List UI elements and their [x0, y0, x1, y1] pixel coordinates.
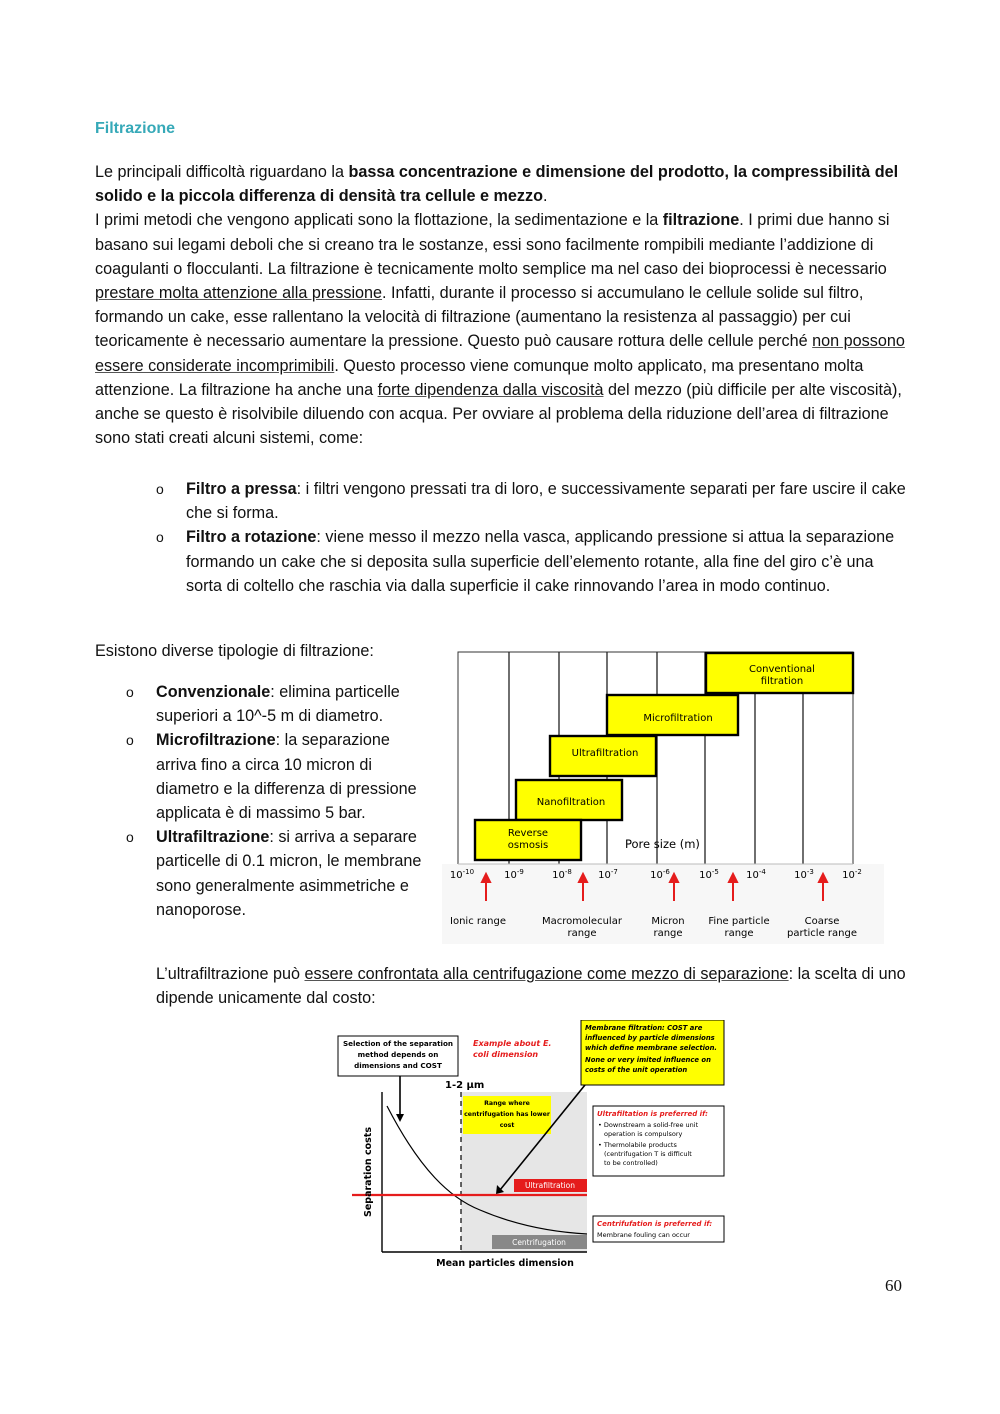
bullet-marker: o [126, 684, 134, 700]
conventional-filtration-label-2: filtration [760, 676, 804, 687]
range-label: Coarse [804, 916, 840, 927]
svg-text:Membrane filtration: COST are: Membrane filtration: COST are [585, 1024, 703, 1032]
list-item: o Ultrafiltrazione: si arriva a separare particelle di 0.1 micron, le membrane sono generalmente asimmetriche e nanoporose. [95, 825, 425, 922]
svg-text:dimensions and COST: dimensions and COST [354, 1061, 442, 1070]
filter-systems-list [0, 477, 906, 598]
ultrafiltration-label: Ultrafiltration [571, 748, 639, 759]
range-label: range [653, 928, 683, 939]
x-axis-label: Mean particles dimension [436, 1258, 574, 1269]
svg-text:Ultrafiltation is preferred if: Ultrafiltation is preferred if: [597, 1110, 708, 1118]
list-item: o Filtro a rotazione: viene messo il mezzo nella vasca, applicando pressione si attua la separazione formando un cake che si deposita sulla superficie dell’elemento rotante, alla fine del giro c’è una sorta di coltello che raschia via dalla superficie il cake rinnovando l’area in modo continuo. [95, 525, 906, 598]
types-intro: Esistono diverse tipologie di filtrazione: [95, 642, 374, 660]
list-item: o Convenzionale: elimina particelle superiori a 10^-5 m di diametro. [95, 680, 425, 728]
bullet-marker: o [156, 529, 164, 546]
svg-text:None or very imited influence: None or very imited influence on [585, 1056, 711, 1064]
svg-text:Selection of the separation: Selection of the separation [342, 1039, 454, 1048]
y-axis-label: Separation costs [363, 1127, 374, 1217]
page-number: 60 [885, 1276, 902, 1295]
centrifugation-preferred-title: Centrifufation is preferred if: [597, 1220, 713, 1228]
svg-text:(centrifugation T is difficult: (centrifugation T is difficult [604, 1150, 692, 1158]
intro-paragraph: Le principali difficoltà riguardano la bassa concentrazione e dimensione del prodotto, la compressibilità del solido e la piccola differenza di densità tra cellule e mezzo. I primi metodi che vengono applicati sono la flottazione, la sedimentazione e la filtrazione. I primi due hanno si basano sui legami deboli che si creano tra le sostanze, essi sono facilmente rompibili mediante l’addizione di coagulanti o flocculanti. La filtrazione è tecnicamente molto semplice ma nel caso dei bioprocessi è necessario prestare molta attenzione alla pressione. Infatti, durante il processo si accumulano le cellule solide sul filtro, formando un cake, esse rallentano la velocità di filtrazione (aumentano la resistenza al passaggio) per cui teoricamente è necessario aumentare la pressione. Questo può causare rottura delle cellule perché non possono essere considerate incomprimibili. Questo processo viene comunque molto applicato, ma presentano molta attenzione. La filtrazione ha anche una forte dipendenza dalla viscosità del mezzo (più difficile per alte viscosità), anche se questo è risolvibile diluendo con acqua. Per ovviare al problema della riduzione dell’area di filtrazione sono stati creati alcuni sistemi, come: [95, 163, 905, 448]
list-item: o Filtro a pressa: i filtri vengono pressati tra di loro, e successivamente separati per fare uscire il cake che si forma. [95, 477, 906, 525]
centrifugation-preferred-text: Membrane fouling can occur [597, 1231, 690, 1239]
svg-text:which define membrane selectio: which define membrane selection. [585, 1044, 718, 1052]
pore-size-tick-label: $10^{-6}$ [650, 868, 670, 881]
svg-text:• Downstream a solid-free unit: • Downstream a solid-free unit [598, 1121, 699, 1129]
svg-text:costs of the unit operation: costs of the unit operation [585, 1066, 688, 1074]
separation-cost-figure [330, 1020, 730, 1275]
svg-text:Range where: Range where [484, 1100, 530, 1107]
svg-text:centrifugation has lower: centrifugation has lower [464, 1111, 550, 1118]
svg-text:cost: cost [499, 1122, 515, 1129]
pore-size-tick-label: $10^{-2}$ [842, 868, 862, 881]
svg-text:influenced by particle dimensi: influenced by particle dimensions [585, 1034, 715, 1042]
ultrafiltration-note: L’ultrafiltrazione può essere confrontata alla centrifugazione come mezzo di separazione: la scelta di uno dipende unicamente dal costo: [156, 965, 906, 1008]
pore-size-tick-label: $10^{-5}$ [699, 868, 719, 881]
pore-size-tick-label: $10^{-7}$ [598, 868, 618, 881]
bullet-marker: o [156, 481, 164, 497]
svg-text:• Thermolabile products: • Thermolabile products [598, 1141, 677, 1149]
filtration-types-list [95, 680, 425, 922]
pore-size-tick-label: $10^{-9}$ [504, 868, 524, 881]
conventional-filtration-label: Conventional [749, 664, 815, 675]
pore-size-tick-label: $10^{-3}$ [794, 868, 814, 881]
microfiltration-label: Microfiltration [643, 713, 713, 724]
pore-size-label: Pore size (m) [625, 837, 700, 851]
svg-text:to be controlled): to be controlled) [604, 1159, 658, 1167]
section-heading: Filtrazione [95, 120, 176, 137]
list-item: o Microfiltrazione: la separazione arriva fino a circa 10 micron di diametro e la differenza di pressione applicata è di massimo 5 bar. [95, 728, 425, 825]
bullet-marker: o [126, 732, 134, 749]
svg-text:operation is compulsory: operation is compulsory [604, 1130, 683, 1138]
ecoli-example-label: Example about E. [473, 1039, 552, 1048]
range-label: Micron [651, 916, 685, 927]
pore-size-tick-label: $10^{-4}$ [746, 868, 766, 881]
centrifugation-label: Centrifugation [512, 1238, 566, 1247]
ultrafiltration-label: Ultrafiltration [525, 1181, 575, 1190]
ecoli-example-label-2: coli dimension [473, 1050, 539, 1059]
reverse-osmosis-label-2: osmosis [507, 840, 549, 851]
filtration-ranges-figure [442, 648, 884, 944]
range-label: range [724, 928, 754, 939]
pore-size-tick-label: $10^{-10}$ [449, 868, 475, 881]
bullet-marker: o [126, 829, 134, 846]
range-label: Fine particle [708, 916, 770, 927]
nanofiltration-label: Nanofiltration [536, 797, 606, 808]
range-label: Ionic range [450, 916, 506, 927]
reverse-osmosis-label: Reverse [507, 828, 549, 839]
range-label: range [567, 928, 597, 939]
svg-text:method depends on: method depends on [357, 1050, 439, 1059]
size-label: 1-2 µm [445, 1080, 485, 1091]
range-label: Macromolecular [542, 916, 622, 927]
pore-size-tick-label: $10^{-8}$ [552, 868, 572, 881]
range-label: particle range [787, 928, 857, 939]
